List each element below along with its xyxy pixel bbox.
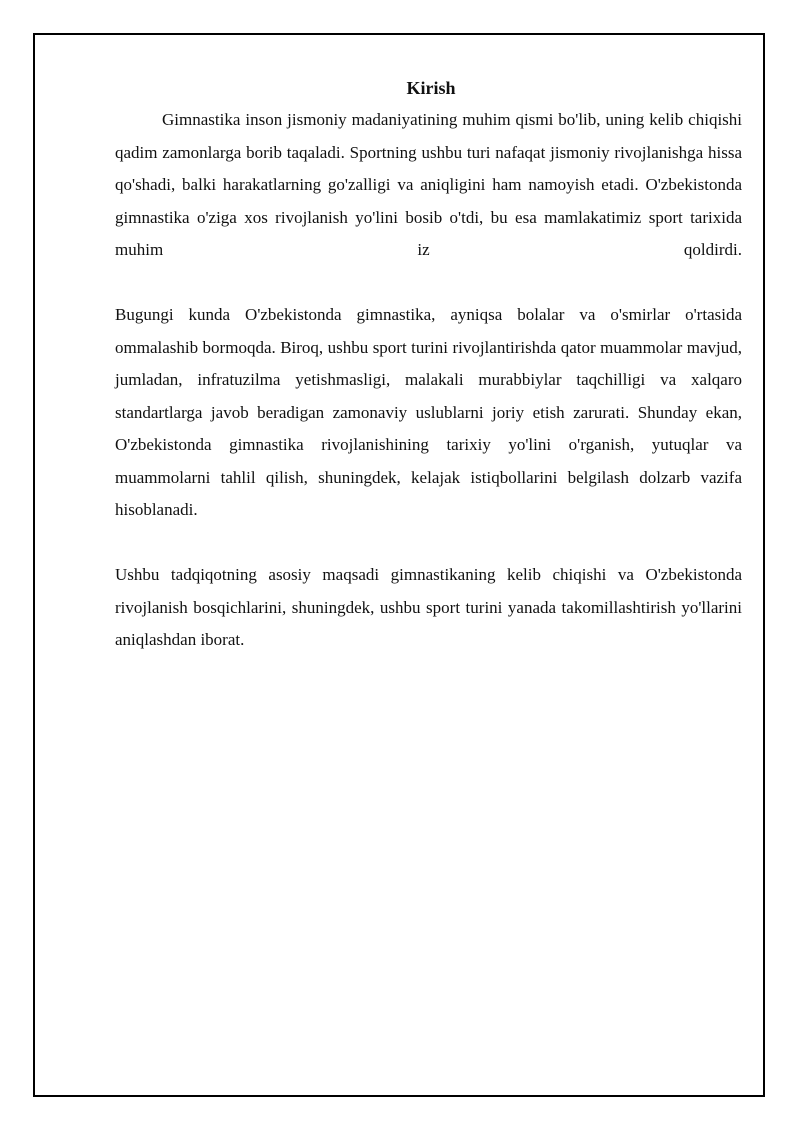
paragraph-spacer [115,527,742,560]
paragraph-spacer [115,267,742,300]
paragraph-intro: Gimnastika inson jismoniy madaniyatining muhim qismi bo'lib, uning kelib chiqishi qadim zamonlarga borib taqaladi. Sportning ushbu turi nafaqat jismoniy rivojlanishga hissa qo'shadi, balki harakatlarning go'zalligi va aniqligini ham namoyish etadi. O'zbekistonda gimnastika o'ziga xos rivojlanish yo'lini bosib o'tdi, bu esa mamlakatimiz sport tarixida muhim iz qoldirdi. [115,110,742,259]
paragraph-research-goal: Ushbu tadqiqotning asosiy maqsadi gimnastikaning kelib chiqishi va O'zbekistonda rivojlanish bosqichlarini, shuningdek, ushbu sport turini yanada takomillashtirish yo'llarini aniqlashdan iborat. [115,565,742,649]
paragraph-current-state: Bugungi kunda O'zbekistonda gimnastika, ayniqsa bolalar va o'smirlar o'rtasida ommalashib bormoqda. Biroq, ushbu sport turini rivojlantirishda qator muammolar mavjud, jumladan, infratuzilma yetishmasligi, malakali murabbiylar taqchilligi va xalqaro standartlarga javob beradigan zamonaviy uslublarni joriy etish zarurati. Shunday ekan, O'zbekistonda gimnastika rivojlanishining tarixiy yo'lini o'rganish, yutuqlar va muammolarni tahlil qilish, shuningdek, kelajak istiqbollarini belgilash dolzarb vazifa hisoblanadi. [115,305,742,519]
document-title: Kirish [406,78,456,98]
document-body [115,72,742,657]
